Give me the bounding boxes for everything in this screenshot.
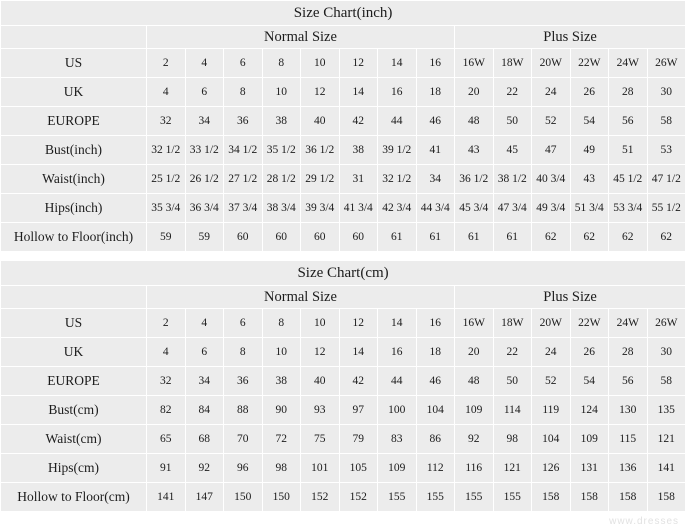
- cell: 105: [339, 454, 378, 483]
- cell: 40 3/4: [532, 165, 571, 194]
- cell: 8: [262, 309, 301, 338]
- size-chart-cm-table: [0, 260, 685, 512]
- table-group-row: [1, 26, 685, 49]
- cell: 14: [378, 49, 417, 78]
- cell: 92: [185, 454, 224, 483]
- cell: 55 1/2: [647, 194, 685, 223]
- cell: 150: [224, 483, 263, 512]
- row-label: US: [1, 49, 147, 78]
- cell: 53: [647, 136, 685, 165]
- cell: 6: [224, 49, 263, 78]
- cell: 27 1/2: [224, 165, 263, 194]
- cell: 6: [224, 309, 263, 338]
- watermark: www.dresses: [609, 516, 679, 527]
- size-chart-inch-table: [0, 0, 685, 252]
- row-label: EUROPE: [1, 107, 147, 136]
- cell: 56: [609, 367, 648, 396]
- cell: 58: [647, 107, 685, 136]
- cell: 109: [570, 425, 609, 454]
- cell: 14: [339, 78, 378, 107]
- cell: 34: [185, 367, 224, 396]
- cell: 130: [609, 396, 648, 425]
- cell: 62: [609, 223, 648, 252]
- cell: 49: [570, 136, 609, 165]
- cell: 56: [609, 107, 648, 136]
- cell: 10: [301, 309, 340, 338]
- cell: 62: [570, 223, 609, 252]
- chart-title: Size Chart(inch): [1, 1, 685, 26]
- cell: 96: [224, 454, 263, 483]
- row-label: US: [1, 309, 147, 338]
- cell: 18: [416, 338, 455, 367]
- cell: 54: [570, 107, 609, 136]
- cell: 60: [301, 223, 340, 252]
- table-title-row: [1, 1, 685, 26]
- cell: 45: [493, 136, 532, 165]
- size-chart-inch-block: [0, 0, 685, 252]
- cell: 12: [339, 49, 378, 78]
- cell: 121: [647, 425, 685, 454]
- cell: 30: [647, 338, 685, 367]
- cell: 84: [185, 396, 224, 425]
- cell: 28: [609, 78, 648, 107]
- row-label: Bust(cm): [1, 396, 147, 425]
- cell: 16W: [455, 309, 494, 338]
- cell: 53 3/4: [609, 194, 648, 223]
- cell: 61: [493, 223, 532, 252]
- cell: 35 1/2: [262, 136, 301, 165]
- cell: 16: [416, 309, 455, 338]
- cell: 54: [570, 367, 609, 396]
- cell: 60: [339, 223, 378, 252]
- cell: 135: [647, 396, 685, 425]
- cell: 83: [378, 425, 417, 454]
- row-label: UK: [1, 78, 147, 107]
- cell: 12: [301, 338, 340, 367]
- cell: 62: [647, 223, 685, 252]
- row-label: Hips(cm): [1, 454, 147, 483]
- cell: 65: [147, 425, 186, 454]
- row-label: Bust(inch): [1, 136, 147, 165]
- cell: 45 3/4: [455, 194, 494, 223]
- cell: 124: [570, 396, 609, 425]
- cell: 116: [455, 454, 494, 483]
- cell: 152: [339, 483, 378, 512]
- cell: 20W: [532, 309, 571, 338]
- cell: 121: [493, 454, 532, 483]
- group-normal-size: Normal Size: [147, 286, 455, 309]
- row-label: Hollow to Floor(cm): [1, 483, 147, 512]
- cell: 109: [455, 396, 494, 425]
- table-row: [1, 194, 685, 223]
- cell: 61: [455, 223, 494, 252]
- cell: 88: [224, 396, 263, 425]
- cell: 44 3/4: [416, 194, 455, 223]
- cell: 16: [416, 49, 455, 78]
- cell: 47: [532, 136, 571, 165]
- table-row: [1, 483, 685, 512]
- table-row: [1, 78, 685, 107]
- cell: 152: [301, 483, 340, 512]
- cell: 60: [224, 223, 263, 252]
- table-row: [1, 223, 685, 252]
- cell: 51: [609, 136, 648, 165]
- cell: 92: [455, 425, 494, 454]
- cell: 70: [224, 425, 263, 454]
- row-label: Waist(cm): [1, 425, 147, 454]
- table-row: [1, 396, 685, 425]
- cell: 158: [570, 483, 609, 512]
- row-label: UK: [1, 338, 147, 367]
- cell: 22W: [570, 309, 609, 338]
- cell: 4: [147, 338, 186, 367]
- cell: 14: [378, 309, 417, 338]
- group-blank-cell: [1, 26, 147, 49]
- cell: 4: [185, 309, 224, 338]
- cell: 16: [378, 78, 417, 107]
- table-row: [1, 107, 685, 136]
- cell: 12: [301, 78, 340, 107]
- cell: 98: [262, 454, 301, 483]
- table-row: [1, 309, 685, 338]
- size-chart-cm-block: [0, 260, 685, 512]
- cell: 155: [378, 483, 417, 512]
- cell: 8: [224, 338, 263, 367]
- cell: 61: [378, 223, 417, 252]
- cell: 24W: [609, 49, 648, 78]
- cell: 24: [532, 338, 571, 367]
- cell: 45 1/2: [609, 165, 648, 194]
- cell: 126: [532, 454, 571, 483]
- cell: 32 1/2: [378, 165, 417, 194]
- group-blank-cell: [1, 286, 147, 309]
- cell: 68: [185, 425, 224, 454]
- cell: 136: [609, 454, 648, 483]
- cell: 22: [493, 78, 532, 107]
- cell: 34 1/2: [224, 136, 263, 165]
- cell: 4: [185, 49, 224, 78]
- cell: 75: [301, 425, 340, 454]
- cell: 158: [647, 483, 685, 512]
- cell: 38 3/4: [262, 194, 301, 223]
- group-normal-size: Normal Size: [147, 26, 455, 49]
- cell: 46: [416, 367, 455, 396]
- cell: 91: [147, 454, 186, 483]
- cell: 141: [147, 483, 186, 512]
- cell: 49 3/4: [532, 194, 571, 223]
- cell: 41: [416, 136, 455, 165]
- cell: 47 3/4: [493, 194, 532, 223]
- cell: 93: [301, 396, 340, 425]
- cell: 48: [455, 107, 494, 136]
- cell: 25 1/2: [147, 165, 186, 194]
- cell: 155: [493, 483, 532, 512]
- cell: 62: [532, 223, 571, 252]
- cell: 42: [339, 367, 378, 396]
- cell: 36 1/2: [455, 165, 494, 194]
- cell: 141: [647, 454, 685, 483]
- row-label: EUROPE: [1, 367, 147, 396]
- cell: 4: [147, 78, 186, 107]
- cell: 61: [416, 223, 455, 252]
- cell: 20W: [532, 49, 571, 78]
- cell: 44: [378, 107, 417, 136]
- cell: 28 1/2: [262, 165, 301, 194]
- cell: 155: [416, 483, 455, 512]
- cell: 79: [339, 425, 378, 454]
- chart-title: Size Chart(cm): [1, 261, 685, 286]
- cell: 6: [185, 78, 224, 107]
- cell: 158: [609, 483, 648, 512]
- cell: 43: [570, 165, 609, 194]
- cell: 52: [532, 367, 571, 396]
- cell: 46: [416, 107, 455, 136]
- cell: 131: [570, 454, 609, 483]
- cell: 50: [493, 107, 532, 136]
- cell: 32 1/2: [147, 136, 186, 165]
- cell: 36: [224, 367, 263, 396]
- cell: 8: [224, 78, 263, 107]
- cell: 38: [262, 367, 301, 396]
- cell: 59: [185, 223, 224, 252]
- cell: 115: [609, 425, 648, 454]
- cell: 48: [455, 367, 494, 396]
- cell: 10: [262, 338, 301, 367]
- cell: 52: [532, 107, 571, 136]
- cell: 51 3/4: [570, 194, 609, 223]
- cell: 86: [416, 425, 455, 454]
- cell: 40: [301, 367, 340, 396]
- cell: 18W: [493, 49, 532, 78]
- cell: 18W: [493, 309, 532, 338]
- cell: 22W: [570, 49, 609, 78]
- group-plus-size: Plus Size: [455, 26, 685, 49]
- cell: 12: [339, 309, 378, 338]
- cell: 147: [185, 483, 224, 512]
- cell: 16W: [455, 49, 494, 78]
- table-row: [1, 425, 685, 454]
- cell: 119: [532, 396, 571, 425]
- cell: 114: [493, 396, 532, 425]
- cell: 42: [339, 107, 378, 136]
- cell: 109: [378, 454, 417, 483]
- cell: 8: [262, 49, 301, 78]
- cell: 98: [493, 425, 532, 454]
- cell: 34: [185, 107, 224, 136]
- table-row: [1, 165, 685, 194]
- cell: 36: [224, 107, 263, 136]
- cell: 2: [147, 309, 186, 338]
- table-row: [1, 454, 685, 483]
- row-label: Waist(inch): [1, 165, 147, 194]
- cell: 14: [339, 338, 378, 367]
- cell: 37 3/4: [224, 194, 263, 223]
- cell: 26W: [647, 309, 685, 338]
- cell: 24: [532, 78, 571, 107]
- cell: 100: [378, 396, 417, 425]
- cell: 158: [532, 483, 571, 512]
- cell: 34: [416, 165, 455, 194]
- cell: 35 3/4: [147, 194, 186, 223]
- cell: 2: [147, 49, 186, 78]
- cell: 101: [301, 454, 340, 483]
- cell: 33 1/2: [185, 136, 224, 165]
- cell: 36 1/2: [301, 136, 340, 165]
- cell: 28: [609, 338, 648, 367]
- cell: 44: [378, 367, 417, 396]
- cell: 20: [455, 338, 494, 367]
- cell: 72: [262, 425, 301, 454]
- cell: 10: [301, 49, 340, 78]
- cell: 30: [647, 78, 685, 107]
- table-group-row: [1, 286, 685, 309]
- table-row: [1, 49, 685, 78]
- cell: 18: [416, 78, 455, 107]
- table-row: [1, 136, 685, 165]
- table-row: [1, 338, 685, 367]
- cell: 43: [455, 136, 494, 165]
- cell: 6: [185, 338, 224, 367]
- cell: 29 1/2: [301, 165, 340, 194]
- table-row: [1, 367, 685, 396]
- cell: 41 3/4: [339, 194, 378, 223]
- cell: 104: [416, 396, 455, 425]
- cell: 38 1/2: [493, 165, 532, 194]
- cell: 47 1/2: [647, 165, 685, 194]
- cell: 31: [339, 165, 378, 194]
- cell: 39 3/4: [301, 194, 340, 223]
- cell: 59: [147, 223, 186, 252]
- cell: 104: [532, 425, 571, 454]
- row-label: Hips(inch): [1, 194, 147, 223]
- cell: 20: [455, 78, 494, 107]
- cell: 50: [493, 367, 532, 396]
- cell: 38: [262, 107, 301, 136]
- cell: 90: [262, 396, 301, 425]
- cell: 10: [262, 78, 301, 107]
- cell: 32: [147, 107, 186, 136]
- cell: 150: [262, 483, 301, 512]
- cell: 112: [416, 454, 455, 483]
- group-plus-size: Plus Size: [455, 286, 685, 309]
- cell: 40: [301, 107, 340, 136]
- cell: 97: [339, 396, 378, 425]
- cell: 39 1/2: [378, 136, 417, 165]
- row-label: Hollow to Floor(inch): [1, 223, 147, 252]
- cell: 26: [570, 78, 609, 107]
- cell: 60: [262, 223, 301, 252]
- cell: 58: [647, 367, 685, 396]
- cell: 24W: [609, 309, 648, 338]
- cell: 82: [147, 396, 186, 425]
- cell: 36 3/4: [185, 194, 224, 223]
- cell: 26 1/2: [185, 165, 224, 194]
- cell: 22: [493, 338, 532, 367]
- cell: 16: [378, 338, 417, 367]
- cell: 42 3/4: [378, 194, 417, 223]
- cell: 26: [570, 338, 609, 367]
- cell: 38: [339, 136, 378, 165]
- cell: 155: [455, 483, 494, 512]
- table-title-row: [1, 261, 685, 286]
- cell: 32: [147, 367, 186, 396]
- cell: 26W: [647, 49, 685, 78]
